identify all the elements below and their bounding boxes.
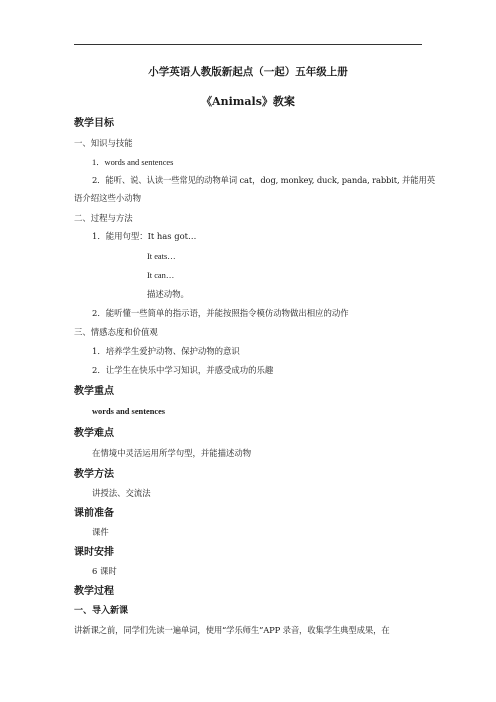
heading-teaching-process: 教学过程 — [74, 586, 114, 597]
heading-methods: 教学方法 — [74, 469, 114, 480]
key-points-text: words and sentences — [92, 407, 166, 416]
objective-item: 1．培养学生爱护动物、保护动物的意识 — [92, 346, 240, 356]
section-introduction: 一、导入新课 — [74, 606, 129, 616]
section-attitudes-values: 三、情感态度和价值观 — [74, 327, 158, 337]
section-knowledge-skills: 一、知识与技能 — [74, 138, 133, 148]
sentence-pattern-note: 描述动物。 — [147, 289, 189, 299]
preparation-text: 课件 — [92, 527, 109, 537]
objective-item: 1．能用句型：It has got… — [92, 231, 197, 241]
header-rule — [74, 44, 422, 45]
sentence-pattern: It can… — [147, 271, 175, 280]
heading-key-points: 教学重点 — [74, 386, 114, 397]
process-paragraph: 讲新课之前，同学们先读一遍单词，使用“学乐师生”APP 录音，收集学生典型成果，在 — [74, 625, 390, 635]
sentence-pattern: It eats… — [147, 252, 176, 261]
objective-item: 2．能听懂一些简单的指示语，并能按照指令模仿动物做出相应的动作 — [92, 308, 349, 318]
methods-text: 讲授法、交流法 — [92, 488, 151, 498]
difficulties-text: 在情境中灵活运用所学句型，并能描述动物 — [92, 448, 252, 458]
document-subtitle: 《Animals》教案 — [201, 95, 295, 108]
objective-item-continued: 语介绍这些小动物 — [74, 193, 141, 203]
heading-preparation: 课前准备 — [74, 508, 114, 519]
document-title: 小学英语人教版新起点（一起）五年级上册 — [148, 66, 348, 78]
objective-item: 2．能听、说、认读一些常见的动物单词 cat，dog, monkey, duck, panda, rabbit, 并能用英 — [92, 175, 435, 185]
section-process-methods: 二、过程与方法 — [74, 213, 133, 223]
heading-schedule: 课时安排 — [74, 547, 114, 558]
heading-objectives: 教学目标 — [74, 118, 114, 129]
schedule-text: 6 课时 — [92, 566, 117, 576]
objective-item: 2．让学生在快乐中学习知识，并感受成功的乐趣 — [92, 365, 274, 375]
heading-difficulties: 教学难点 — [74, 428, 114, 439]
objective-item: 1．words and sentences — [92, 158, 174, 167]
